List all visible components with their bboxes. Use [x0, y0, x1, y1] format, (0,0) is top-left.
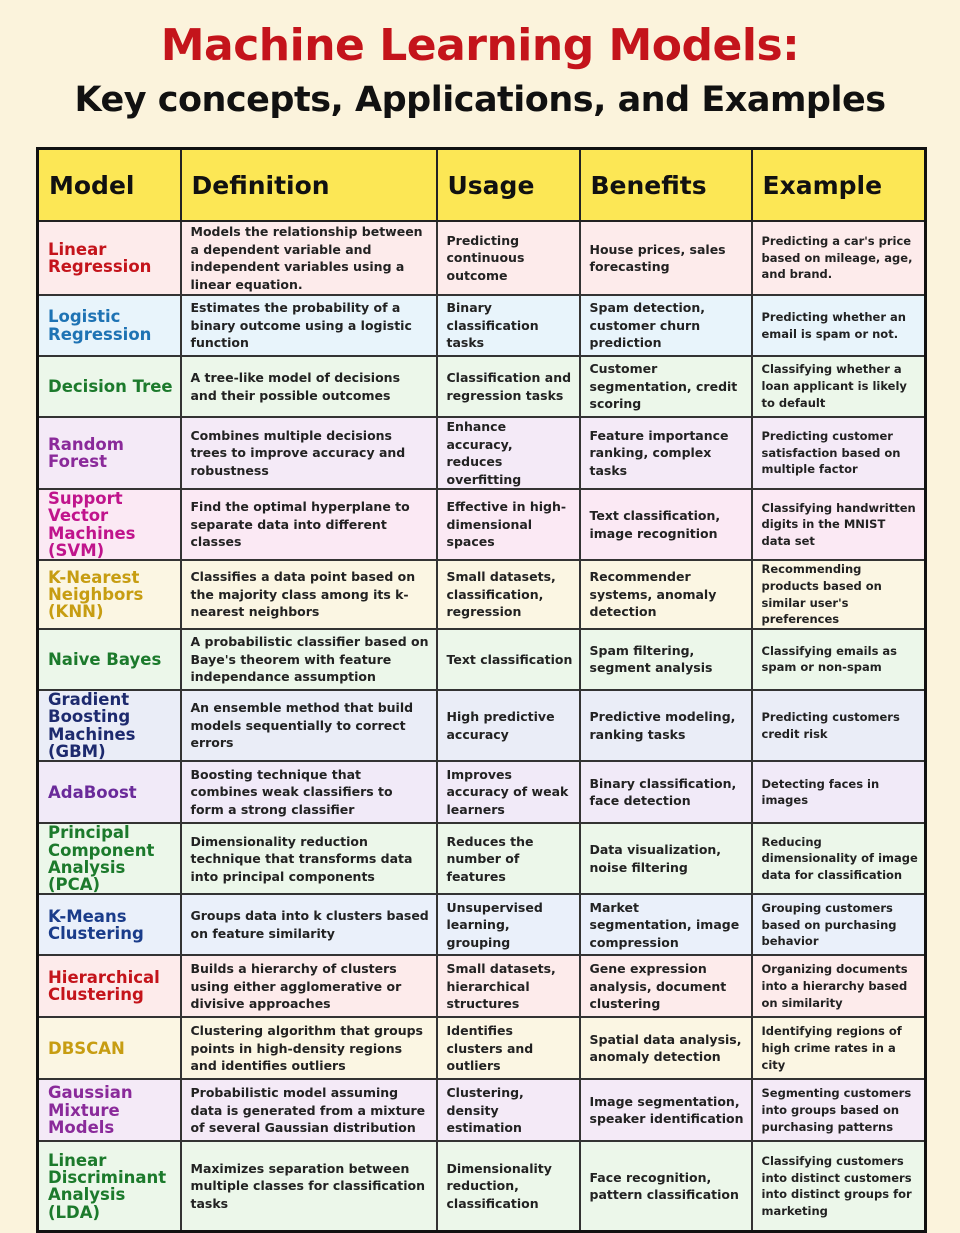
- usage-cell: Text classification: [437, 629, 580, 690]
- definition-cell: An ensemble method that build models sequentially to correct errors: [181, 690, 437, 761]
- table-row: [38, 489, 926, 560]
- model-name-cell: Random Forest: [38, 417, 181, 489]
- header-example: Example: [752, 149, 926, 222]
- table-row: [38, 295, 926, 356]
- table-row: [38, 1017, 926, 1079]
- example-cell: Predicting a car's price based on mileage, age, and brand.: [752, 221, 926, 295]
- definition-cell: Probabilistic model assuming data is generated from a mixture of several Gaussian distribution: [181, 1079, 437, 1141]
- benefits-cell: Face recognition, pattern classification: [580, 1141, 752, 1231]
- benefits-cell: Text classification, image recognition: [580, 489, 752, 560]
- table-body: [38, 221, 926, 1231]
- model-name-cell: K-Nearest Neighbors (KNN): [38, 560, 181, 629]
- example-cell: Predicting customer satisfaction based on multiple factor: [752, 417, 926, 489]
- benefits-cell: House prices, sales forecasting: [580, 221, 752, 295]
- usage-cell: Predicting continuous outcome: [437, 221, 580, 295]
- definition-cell: Maximizes separation between multiple classes for classification tasks: [181, 1141, 437, 1231]
- definition-cell: Dimensionality reduction technique that transforms data into principal components: [181, 823, 437, 894]
- header-definition: Definition: [181, 149, 437, 222]
- definition-cell: A probabilistic classifier based on Baye's theorem with feature independance assumption: [181, 629, 437, 690]
- definition-cell: Clustering algorithm that groups points in high-density regions and identifies outliers: [181, 1017, 437, 1079]
- example-cell: Predicting whether an email is spam or not.: [752, 295, 926, 356]
- model-name-cell: AdaBoost: [38, 761, 181, 823]
- table-row: [38, 560, 926, 629]
- page-subtitle: Key concepts, Applications, and Examples: [74, 80, 886, 120]
- benefits-cell: Recommender systems, anomaly detection: [580, 560, 752, 629]
- usage-cell: Classification and regression tasks: [437, 356, 580, 417]
- table-row: [38, 761, 926, 823]
- usage-cell: Identifies clusters and outliers: [437, 1017, 580, 1079]
- header-usage: Usage: [437, 149, 580, 222]
- usage-cell: Small datasets, hierarchical structures: [437, 955, 580, 1017]
- table-row: [38, 1141, 926, 1231]
- table-row: [38, 1079, 926, 1141]
- benefits-cell: Binary classification, face detection: [580, 761, 752, 823]
- benefits-cell: Spam filtering, segment analysis: [580, 629, 752, 690]
- benefits-cell: Spam detection, customer churn prediction: [580, 295, 752, 356]
- usage-cell: Dimensionality reduction, classification: [437, 1141, 580, 1231]
- table-row: [38, 955, 926, 1017]
- usage-cell: Enhance accuracy, reduces overfitting: [437, 417, 580, 489]
- definition-cell: Models the relationship between a dependent variable and independent variables using a linear equation.: [181, 221, 437, 295]
- example-cell: Recommending products based on similar user's preferences: [752, 560, 926, 629]
- table-row: [38, 629, 926, 690]
- ml-models-table: [36, 147, 927, 1233]
- benefits-cell: Feature importance ranking, complex tasks: [580, 417, 752, 489]
- benefits-cell: Image segmentation, speaker identification: [580, 1079, 752, 1141]
- definition-cell: Classifies a data point based on the majority class among its k-nearest neighbors: [181, 560, 437, 629]
- header-benefits: Benefits: [580, 149, 752, 222]
- example-cell: Segmenting customers into groups based on purchasing patterns: [752, 1079, 926, 1141]
- definition-cell: Boosting technique that combines weak classifiers to form a strong classifier: [181, 761, 437, 823]
- example-cell: Classifying emails as spam or non-spam: [752, 629, 926, 690]
- definition-cell: Groups data into k clusters based on feature similarity: [181, 894, 437, 955]
- table-header-row: [38, 149, 926, 222]
- model-name-cell: Logistic Regression: [38, 295, 181, 356]
- example-cell: Grouping customers based on purchasing behavior: [752, 894, 926, 955]
- usage-cell: Unsupervised learning, grouping: [437, 894, 580, 955]
- example-cell: Classifying handwritten digits in the MNIST data set: [752, 489, 926, 560]
- model-name-cell: K-Means Clustering: [38, 894, 181, 955]
- example-cell: Classifying customers into distinct customers into distinct groups for marketing: [752, 1141, 926, 1231]
- benefits-cell: Market segmentation, image compression: [580, 894, 752, 955]
- table-row: [38, 356, 926, 417]
- usage-cell: Reduces the number of features: [437, 823, 580, 894]
- page-title: Machine Learning Models:: [160, 20, 800, 71]
- model-name-cell: Gradient Boosting Machines (GBM): [38, 690, 181, 761]
- example-cell: Organizing documents into a hierarchy based on similarity: [752, 955, 926, 1017]
- model-name-cell: Linear Regression: [38, 221, 181, 295]
- table-row: [38, 221, 926, 295]
- usage-cell: Clustering, density estimation: [437, 1079, 580, 1141]
- example-cell: Detecting faces in images: [752, 761, 926, 823]
- example-cell: Classifying whether a loan applicant is likely to default: [752, 356, 926, 417]
- model-name-cell: Support Vector Machines (SVM): [38, 489, 181, 560]
- table-row: [38, 823, 926, 894]
- example-cell: Reducing dimensionality of image data for classification: [752, 823, 926, 894]
- definition-cell: Builds a hierarchy of clusters using either agglomerative or divisive approaches: [181, 955, 437, 1017]
- usage-cell: Binary classification tasks: [437, 295, 580, 356]
- benefits-cell: Customer segmentation, credit scoring: [580, 356, 752, 417]
- definition-cell: Find the optimal hyperplane to separate data into different classes: [181, 489, 437, 560]
- benefits-cell: Spatial data analysis, anomaly detection: [580, 1017, 752, 1079]
- benefits-cell: Data visualization, noise filtering: [580, 823, 752, 894]
- usage-cell: Improves accuracy of weak learners: [437, 761, 580, 823]
- definition-cell: A tree-like model of decisions and their possible outcomes: [181, 356, 437, 417]
- table-row: [38, 417, 926, 489]
- model-name-cell: Gaussian Mixture Models: [38, 1079, 181, 1141]
- example-cell: Predicting customers credit risk: [752, 690, 926, 761]
- definition-cell: Estimates the probability of a binary outcome using a logistic function: [181, 295, 437, 356]
- model-name-cell: Decision Tree: [38, 356, 181, 417]
- header-model: Model: [38, 149, 181, 222]
- model-name-cell: Linear Discriminant Analysis (LDA): [38, 1141, 181, 1231]
- model-name-cell: Principal Component Analysis (PCA): [38, 823, 181, 894]
- model-name-cell: Hierarchical Clustering: [38, 955, 181, 1017]
- model-name-cell: Naive Bayes: [38, 629, 181, 690]
- table-row: [38, 894, 926, 955]
- usage-cell: High predictive accuracy: [437, 690, 580, 761]
- example-cell: Identifying regions of high crime rates in a city: [752, 1017, 926, 1079]
- definition-cell: Combines multiple decisions trees to improve accuracy and robustness: [181, 417, 437, 489]
- usage-cell: Effective in high-dimensional spaces: [437, 489, 580, 560]
- benefits-cell: Predictive modeling, ranking tasks: [580, 690, 752, 761]
- benefits-cell: Gene expression analysis, document clustering: [580, 955, 752, 1017]
- model-name-cell: DBSCAN: [38, 1017, 181, 1079]
- table-row: [38, 690, 926, 761]
- usage-cell: Small datasets, classification, regression: [437, 560, 580, 629]
